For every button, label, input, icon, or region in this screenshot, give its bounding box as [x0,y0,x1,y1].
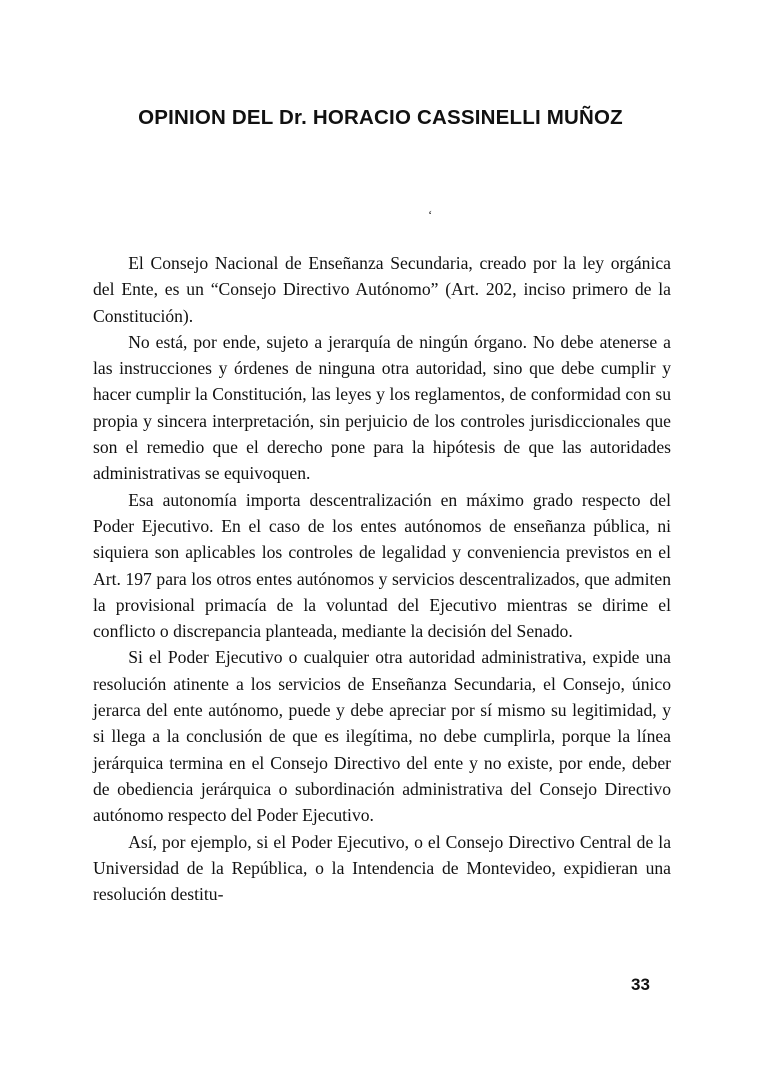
paragraph: Si el Poder Ejecutivo o cualquier otra autoridad administrativa, expide una resolución atinente a los servicios de Enseñanza Secundaria, el Consejo, único jerarca del ente autónomo, puede y debe apreciar por sí mismo su legitimidad, y si llega a la conclusión de que es ilegítima, no debe cumplirla, porque la línea jerárquica termina en el Consejo Directivo del ente y no existe, por ende, deber de obediencia jerárquica o subordinación administrativa del Consejo Directivo autónomo respecto del Poder Ejecutivo. [93,647,671,826]
page-number: 33 [631,975,650,994]
paragraph: Esa autonomía importa descentralización en máximo grado respecto del Poder Ejecutivo. En el caso de los entes autónomos de enseñanza pública, ni siquiera son aplicables los controles de legalidad y conveniencia previstos en el Art. 197 para los otros entes autónomos y servicios descentralizados, que admiten la provisional primacía de la voluntad del Ejecutivo mientras se dirime el conflicto o discrepancia planteada, mediante la decisión del Senado. [93,489,671,642]
paragraph: Así, por ejemplo, si el Poder Ejecutivo, o el Consejo Directivo Central de la Universidad de la República, o la Intendencia de Montevideo, expidieran una resolución destitu- [93,831,671,905]
page-title: OPINION DEL Dr. HORACIO CASSINELLI MUÑOZ [138,105,623,129]
paragraph: No está, por ende, sujeto a jerarquía de ningún órgano. No debe atenerse a las instrucciones y órdenes de ninguna otra autoridad, sino que debe cumplir y hacer cumplir la Constitución, las leyes y los reglamentos, de conformidad con su propia y sincera interpretación, sin perjuicio de los controles jurisdiccionales que son el remedio que el derecho pone para la hipótesis de que las autoridades administrativas se equivoquen. [93,331,671,484]
body-text [93,250,671,907]
paragraph: El Consejo Nacional de Enseñanza Secundaria, creado por la ley orgánica del Ente, es un “Consejo Directivo Autónomo” (Art. 202, inciso primero de la Constitución). [93,253,671,326]
stray-ink-mark: ‘ [428,207,433,222]
